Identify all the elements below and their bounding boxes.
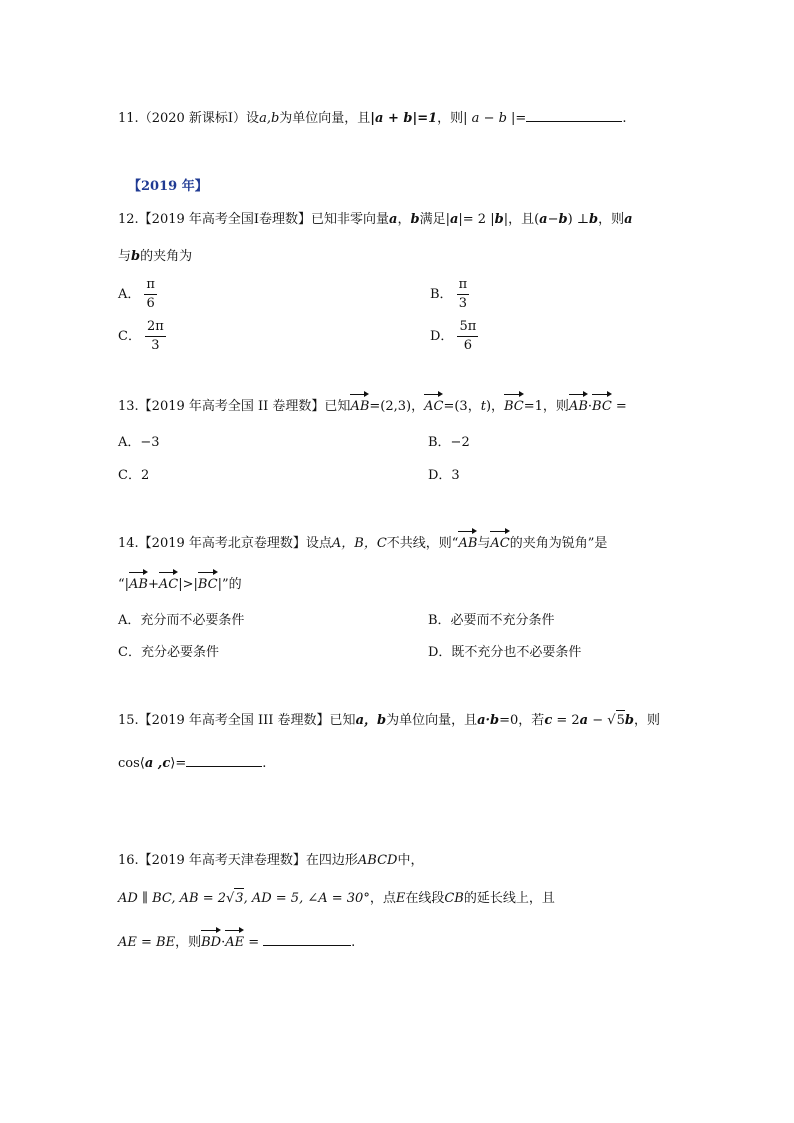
question-text: |”的 bbox=[217, 577, 242, 592]
answer-blank[interactable] bbox=[186, 752, 262, 767]
question-12-line2 bbox=[118, 247, 192, 267]
question-text: =0，若 bbox=[499, 713, 545, 728]
vector-b: b bbox=[558, 212, 568, 227]
answer-blank[interactable] bbox=[263, 931, 351, 946]
vector-b: b bbox=[494, 212, 504, 227]
math-expression: AD ∥ BC, AB = 2 bbox=[118, 891, 226, 906]
operator: = bbox=[244, 935, 260, 950]
math-quad: ABCD bbox=[357, 853, 398, 868]
sqrt-icon: √ bbox=[226, 891, 235, 906]
math-expression: AE = BE bbox=[118, 935, 176, 950]
option-label: D． bbox=[430, 329, 454, 344]
question-text: 在线段 bbox=[405, 891, 445, 906]
math-points: A，B，C bbox=[331, 536, 387, 551]
operator: · bbox=[587, 399, 593, 414]
option-c[interactable]: C．2 bbox=[118, 468, 150, 483]
punctuation: . bbox=[622, 111, 627, 126]
denominator: 6 bbox=[463, 338, 472, 353]
vector-b: b bbox=[131, 249, 141, 264]
vector-bc: BC bbox=[592, 397, 612, 417]
operator: − bbox=[547, 212, 559, 227]
question-text: 的夹角为 bbox=[140, 249, 193, 264]
question-text: 15.【2019 年高考全国 III 卷理数】已知 bbox=[118, 713, 356, 728]
question-text: 中， bbox=[397, 853, 424, 868]
numerator: 2π bbox=[145, 318, 166, 337]
vectors: a，b bbox=[355, 713, 387, 728]
math-point: E bbox=[395, 891, 406, 906]
numerator: 5π bbox=[457, 318, 478, 337]
question-15-line1 bbox=[118, 710, 660, 731]
math-value: =(3， bbox=[443, 399, 481, 414]
vector-c: c bbox=[544, 713, 553, 728]
question-15-line2 bbox=[118, 752, 266, 774]
math-value: =(2,3)， bbox=[369, 399, 425, 414]
numerator: π bbox=[144, 276, 157, 295]
math-expression: a·b bbox=[477, 713, 500, 728]
option-d[interactable]: D．3 bbox=[428, 468, 460, 483]
question-text: 为单位向量，且 bbox=[386, 713, 478, 728]
vector-a: a bbox=[579, 713, 589, 728]
punctuation: ， bbox=[397, 212, 411, 227]
option-b[interactable] bbox=[430, 276, 469, 313]
denominator: 3 bbox=[458, 296, 467, 311]
option-label: A． bbox=[118, 287, 141, 302]
question-text: |，且( bbox=[503, 212, 540, 227]
operator: |>| bbox=[178, 577, 198, 592]
option-c[interactable] bbox=[118, 318, 166, 355]
question-text: 的延长线上，且 bbox=[463, 891, 555, 906]
question-text: 的夹角为锐角”是 bbox=[509, 536, 608, 551]
question-14-line2 bbox=[118, 575, 242, 595]
vector-ac: AC bbox=[159, 575, 178, 595]
vector-bc: BC bbox=[504, 397, 524, 417]
operator: = 2 bbox=[552, 713, 580, 728]
question-text: ，点 bbox=[369, 891, 396, 906]
question-text: 12.【2019 年高考全国Ⅰ卷理数】已知非零向量 bbox=[118, 212, 390, 227]
punctuation: )， bbox=[485, 399, 505, 414]
fraction bbox=[145, 318, 166, 355]
question-text: 设 bbox=[246, 111, 260, 126]
question-text: 为单位向量，且 bbox=[279, 111, 371, 126]
operator: − bbox=[588, 713, 608, 728]
vector-bd: BD bbox=[201, 933, 221, 953]
option-label: B． bbox=[430, 287, 453, 302]
question-text: 13.【2019 年高考全国 II 卷理数】已知 bbox=[118, 399, 351, 414]
option-d[interactable]: D．既不充分也不必要条件 bbox=[428, 645, 582, 660]
operator: + bbox=[147, 577, 159, 592]
math-expression: cos⟨ bbox=[118, 756, 145, 771]
question-text: 满足| bbox=[419, 212, 450, 227]
question-text: ，则 bbox=[633, 713, 660, 728]
vector-ab: AB bbox=[458, 534, 477, 554]
option-c[interactable]: C．充分必要条件 bbox=[118, 645, 219, 660]
denominator: 6 bbox=[146, 296, 155, 311]
vector-a: a bbox=[449, 212, 459, 227]
math-vars: a,b bbox=[259, 111, 280, 126]
question-16-line3 bbox=[118, 931, 355, 953]
math-expression: ⟩= bbox=[170, 756, 187, 771]
question-source: （2020 新课标Ⅰ） bbox=[138, 111, 247, 126]
vector-ab: AB bbox=[350, 397, 369, 417]
question-text: 与 bbox=[118, 249, 132, 264]
math-var: t bbox=[480, 399, 486, 414]
option-a[interactable]: A．−3 bbox=[118, 435, 160, 450]
vector-b: b bbox=[410, 212, 420, 227]
question-13 bbox=[118, 397, 627, 417]
vector-a: a bbox=[624, 212, 633, 227]
operator: = bbox=[611, 399, 627, 414]
math-value: =1，则 bbox=[523, 399, 569, 414]
vector-bc: BC bbox=[198, 575, 218, 595]
vector-ab: AB bbox=[129, 575, 148, 595]
fraction bbox=[457, 276, 470, 313]
answer-blank[interactable] bbox=[526, 107, 622, 122]
question-number: 11. bbox=[118, 111, 139, 126]
sqrt-content: 3 bbox=[234, 888, 243, 909]
vector-ae: AE bbox=[225, 933, 244, 953]
question-text: 16.【2019 年高考天津卷理数】在四边形 bbox=[118, 853, 358, 868]
option-b[interactable]: B．−2 bbox=[428, 435, 470, 450]
vector-ab: AB bbox=[569, 397, 588, 417]
question-text: 与 bbox=[477, 536, 491, 551]
operator: · bbox=[221, 935, 226, 950]
question-16-line1 bbox=[118, 851, 423, 871]
vectors: a ,c bbox=[144, 756, 171, 771]
punctuation: . bbox=[351, 935, 356, 950]
question-14-line1 bbox=[118, 534, 607, 554]
sqrt-icon: √ bbox=[607, 713, 616, 728]
sqrt-content: 5 bbox=[616, 710, 625, 731]
numerator: π bbox=[457, 276, 470, 295]
question-16-line2 bbox=[118, 888, 555, 909]
option-d[interactable] bbox=[430, 318, 478, 355]
math-segment: CB bbox=[444, 891, 464, 906]
option-a[interactable]: A．充分而不必要条件 bbox=[118, 613, 245, 628]
question-text: |= 2 | bbox=[458, 212, 495, 227]
vector-b: b bbox=[589, 212, 599, 227]
vector-a: a bbox=[389, 212, 398, 227]
question-text: ，则 bbox=[437, 111, 464, 126]
option-a[interactable] bbox=[118, 276, 157, 313]
option-b[interactable]: B．必要而不充分条件 bbox=[428, 613, 555, 628]
punctuation: . bbox=[262, 756, 267, 771]
math-expression: , AD = 5, ∠A = 30° bbox=[243, 891, 370, 906]
year-heading: 【2019 年】 bbox=[128, 179, 208, 194]
question-text: 不共线，则“ bbox=[386, 536, 459, 551]
fraction bbox=[144, 276, 157, 313]
question-12-line1 bbox=[118, 210, 633, 230]
question-text: 14.【2019 年高考北京卷理数】设点 bbox=[118, 536, 332, 551]
fraction bbox=[457, 318, 478, 355]
vector-b: b bbox=[624, 713, 634, 728]
question-text: “| bbox=[118, 577, 130, 592]
math-expression: | a − b |= bbox=[463, 111, 527, 126]
question-text: ，则 bbox=[175, 935, 202, 950]
math-condition: |a + b|=1 bbox=[370, 111, 438, 126]
vector-a: a bbox=[539, 212, 548, 227]
denominator: 3 bbox=[151, 338, 160, 353]
question-text: ，则 bbox=[598, 212, 625, 227]
vector-ac: AC bbox=[490, 534, 509, 554]
question-11 bbox=[118, 107, 626, 129]
option-label: C． bbox=[118, 329, 141, 344]
question-text: ) ⊥ bbox=[567, 212, 590, 227]
vector-ac: AC bbox=[424, 397, 443, 417]
